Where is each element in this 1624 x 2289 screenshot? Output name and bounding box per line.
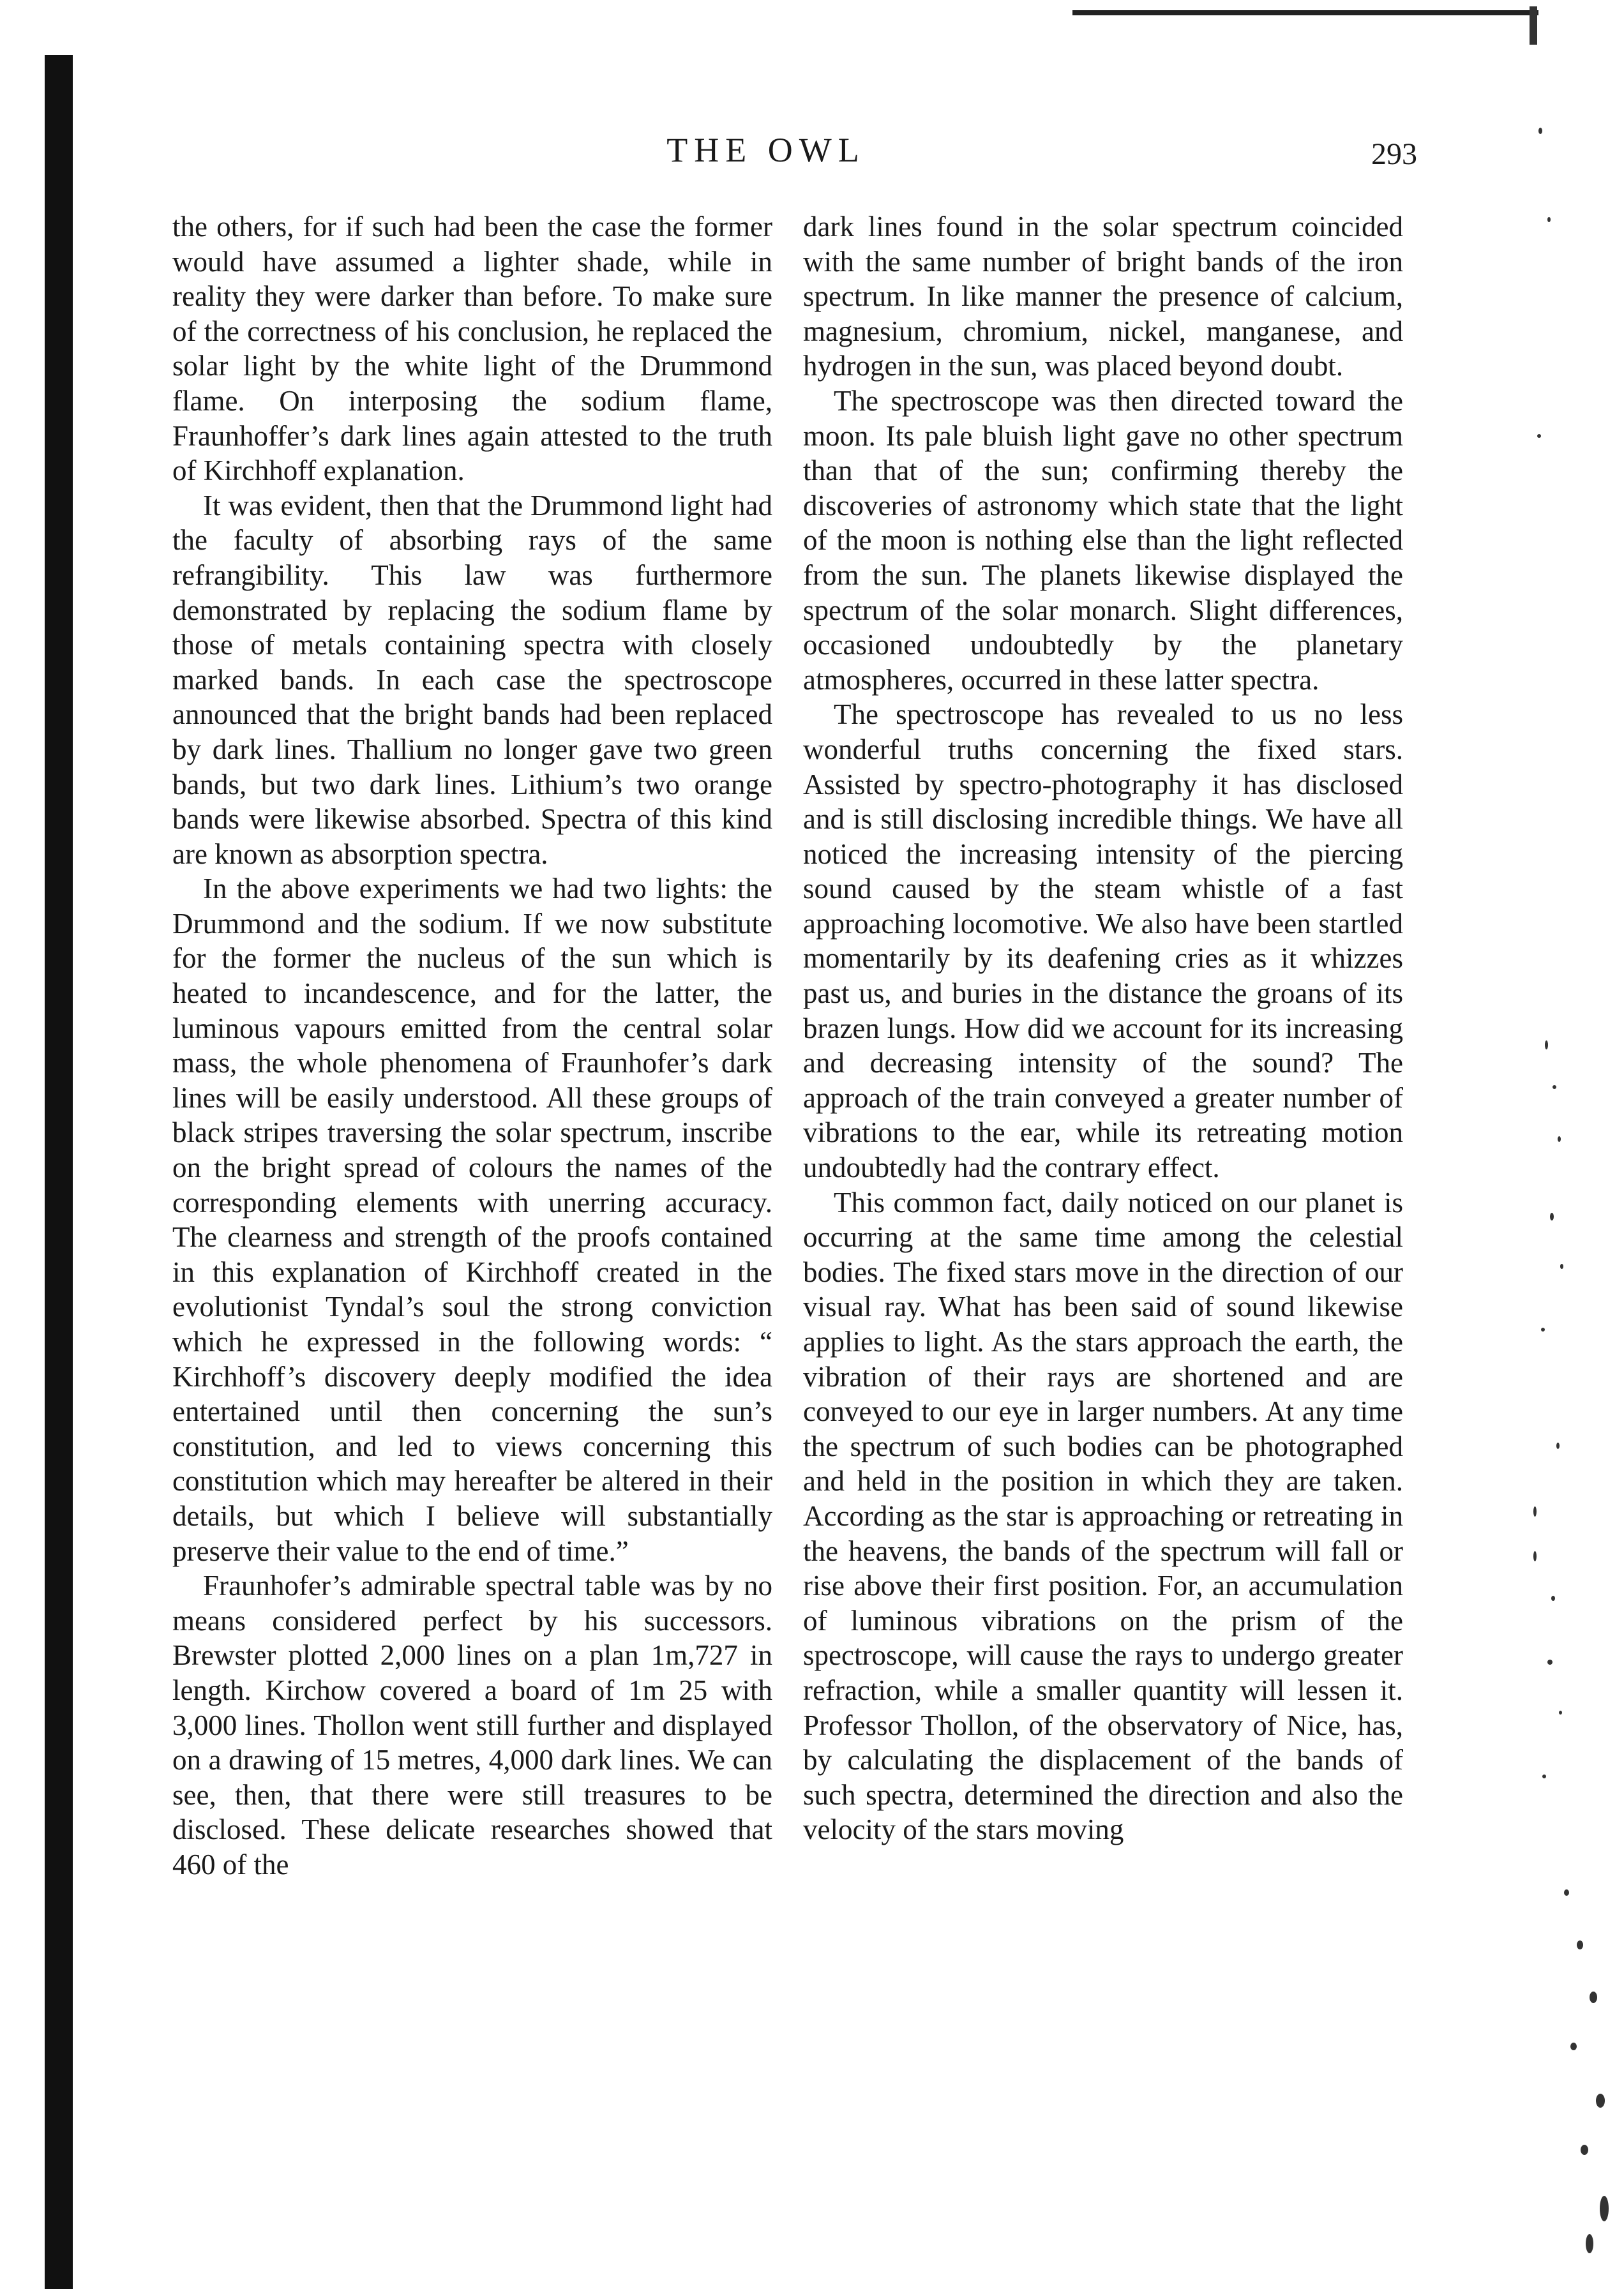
paragraph: The spectroscope has revealed to us no less wonderful truths concerning the fixed stars. Assisted by spectro-photography it has disclosed and is still disclosing incredible things. We have all noticed the increasing intensity of the piercing sound caused by the steam whistle of a fast approaching locomotive. We also have been startled momentarily by its deafening cries as it whizzes past us, and buries in the distance the groans of its brazen lungs. How did we account for its increasing and decreasing intensity of the sound? The approach of the train conveyed a greater number of vibrations to the ear, while its retreating motion undoubtedly had the contrary effect. [803, 698, 1403, 1184]
paragraph: Fraunhofer’s admirable spectral table was by no means considered perfect by his successors. Brewster plotted 2,000 lines on a plan 1m,727 in length. Kirchow covered a board of 1m 25 with 3,000 lines. Thollon went still further and displayed on a drawing of 15 metres, 4,000 dark lines. We can see, then, that there were still treasures to be disclosed. These delicate researches showed that 460 of the [172, 1570, 772, 1880]
scan-top-edge-tick [1530, 6, 1537, 45]
left-text-column [172, 209, 772, 1882]
scan-top-edge-line [1072, 10, 1538, 15]
paragraph: This common fact, daily noticed on our planet is occurring at the same time among the celestial bodies. The fixed stars move in the direction of our visual ray. What has been said of sound likewise applies to light. As the stars approach the earth, the vibration of their rays are shortened and are conveyed to our eye in larger numbers. At any time the spectrum of such bodies can be photographed and held in the position in which they are taken. According as the star is approaching or retreating in the heavens, the bands of the spectrum will fall or rise above their first position. For, an accumulation of luminous vibrations on the prism of the spectroscope, will cause the rays to undergo greater refraction, while a smaller quantity will lessen it. Professor Thollon, of the observatory of Nice, has, by calculating the displacement of the bands of such spectra, determined the direction and also the velocity of the stars moving [803, 1186, 1403, 1846]
scan-binding-shadow [45, 55, 73, 2289]
right-text-column [803, 209, 1403, 1847]
paragraph: the others, for if such had been the case the former would have assumed a lighter shade, while in reality they were darker than before. To make sure of the correctness of his conclusion, he replaced the solar light by the white light of the Drummond flame. On interposing the sodium flame, Fraunhoffer’s dark lines again attested to the truth of Kirchhoff explanation. [172, 211, 772, 487]
running-title: THE OWL [666, 131, 866, 169]
paragraph: The spectroscope was then directed toward the moon. Its pale bluish light gave no other spectrum than that of the sun; confirming thereby the discoveries of astronomy which state that the light of the moon is nothing else than the light reflected from the sun. The planets likewise displayed the spectrum of the solar monarch. Slight differences, occasioned undoubtedly by the planetary atmospheres, occurred in these latter spectra. [803, 384, 1403, 696]
paragraph: In the above experiments we had two lights: the Drummond and the sodium. If we now substitute for the former the nucleus of the sun which is heated to incandescence, and for the latter, the luminous vapours emitted from the central solar mass, the whole phenomena of Fraunhofer’s dark lines will be easily understood. All these groups of black stripes traversing the solar spectrum, inscribe on the bright spread of colours the names of the corresponding elements with unerring accuracy. The clearness and strength of the proofs contained in this explanation of Kirchhoff created in the evolutionist Tyndal’s soul the strong conviction which he expressed in the following words: “ Kirchhoff’s discovery deeply modified the idea entertained until then concerning the sun’s constitution, and led to views concerning this constitution which may hereafter be altered in their details, but which I believe will substantially preserve their value to the end of time.” [172, 873, 772, 1567]
scan-edge-noise [1519, 51, 1615, 2272]
paragraph: It was evident, then that the Drummond light had the faculty of absorbing rays of the same refrangibility. This law was furthermore demonstrated by replacing the sodium flame by those of metals containing spectra with closely marked bands. In each case the spectroscope announced that the bright bands had been replaced by dark lines. Thallium no longer gave two green bands, but two dark lines. Lithium’s two orange bands were likewise absorbed. Spectra of this kind are known as absorption spectra. [172, 489, 772, 870]
paragraph: dark lines found in the solar spectrum coincided with the same number of bright bands of the iron spectrum. In like manner the presence of calcium, magnesium, chromium, nickel, manganese, and hydrogen in the sun, was placed beyond doubt. [803, 211, 1403, 382]
page-number: 293 [1371, 137, 1417, 171]
page-header [0, 130, 1624, 181]
